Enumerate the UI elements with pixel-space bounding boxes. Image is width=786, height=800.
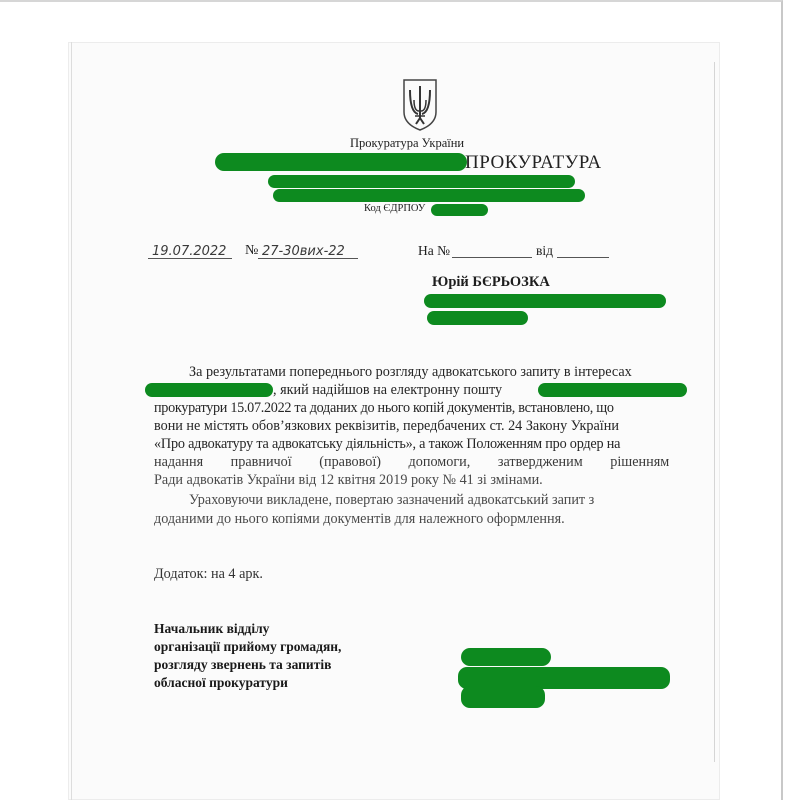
date-underline [148,258,232,259]
redaction-block [427,311,528,325]
attachment-note: Додаток: на 4 арк. [154,566,263,582]
addressee-name: Юрій БЄРЬОЗКА [432,274,550,290]
signatory-line-4: обласної прокуратури [154,675,288,690]
redaction-block [461,648,551,666]
number-underline [258,258,358,259]
redaction-block [145,383,273,397]
trident-emblem-icon [401,78,439,132]
signatory-line-1: Начальник відділу [154,621,270,636]
header-title: ПРОКУРАТУРА [465,152,602,173]
redaction-block [268,175,575,188]
signatory-line-2: організації прийому громадян, [154,639,342,654]
body-line-1: За результатами попереднього розгляду адвокатського запиту в інтересах [189,364,632,380]
body-line-7: Ради адвокатів України від 12 квітня 2019 року № 41 зі змінами. [154,472,543,488]
body-line-3: прокуратури 15.07.2022 та доданих до нього копій документів, встановлено, що [154,400,614,416]
reference-label: На № [418,243,450,258]
redaction-block [538,383,687,397]
edrpou-label: Код ЄДРПОУ [364,203,426,214]
body-line-6: надання правничої (правової) допомоги, затвердженим рішенням [154,454,670,470]
signatory-line-3: розгляду звернень та запитів [154,657,332,672]
body-line-5: «Про адвокатуру та адвокатську діяльність», а також Положенням про ордер на [154,436,621,452]
redaction-block [461,686,545,708]
number-prefix: № [245,243,259,258]
body-line-2: , який надійшов на електронну пошту [273,382,503,398]
redaction-block [273,189,585,202]
registration-date: 19.07.2022 [152,244,227,259]
reference-number-line [452,257,532,258]
reference-date-line [557,257,609,258]
registration-number: 27-30вих-22 [262,244,345,259]
redaction-block [215,153,467,171]
redaction-block [431,204,488,216]
reference-date-label: від [536,243,553,258]
body-line-4: вони не містять обов’язкових реквізитів, передбачених ст. 24 Закону України [154,418,619,434]
org-line: Прокуратура України [350,136,465,150]
redaction-block [424,294,666,308]
body-line-8: Ураховуючи викладене, повертаю зазначений адвокатський запит з [189,492,595,508]
body-line-9: доданими до нього копіями документів для належного оформлення. [154,511,565,527]
